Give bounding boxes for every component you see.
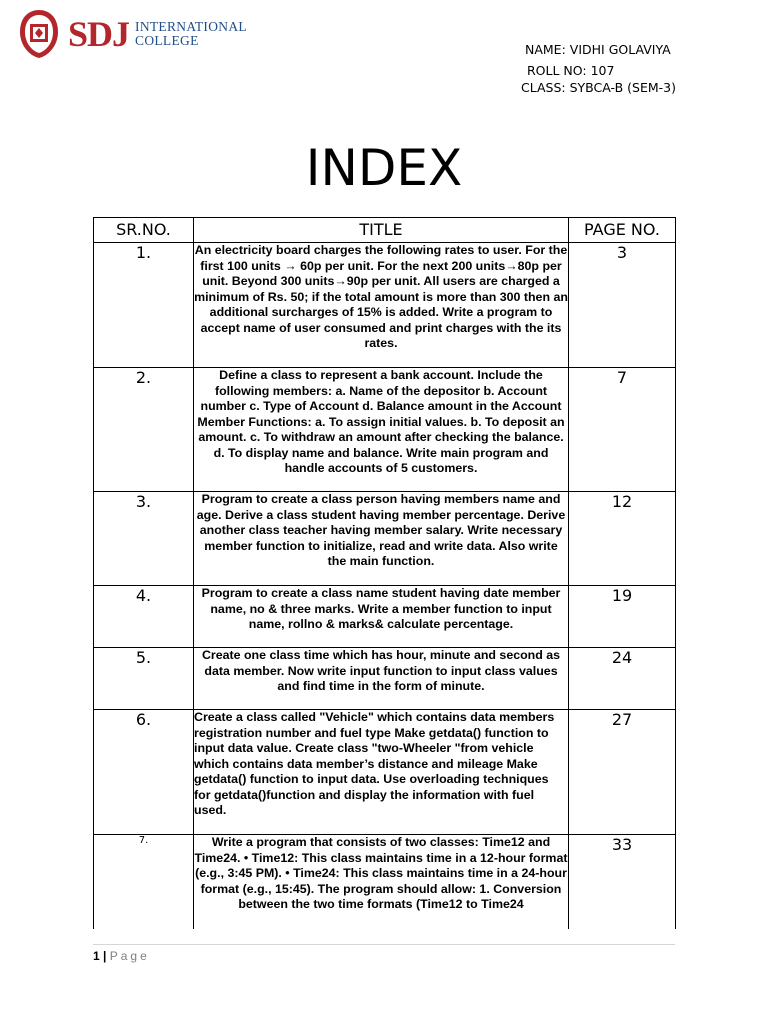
row-page: 7	[569, 368, 676, 492]
row-title: Program to create a class person having members name and age. Derive a class student having member percentage. Derive another class teacher having member salary. Write necessary member function to initialize, read and write data. Also write the main function.	[194, 492, 569, 586]
table-row	[94, 492, 676, 586]
student-roll: ROLL NO: 107	[527, 63, 615, 78]
row-page: 33	[569, 835, 676, 929]
row-title: Create one class time which has hour, minute and second as data member. Now write input function to input class values and find time in the form of minute.	[194, 648, 569, 710]
table-row	[94, 586, 676, 648]
row-srno: 7.	[94, 835, 194, 929]
footer-separator: |	[103, 949, 107, 963]
header-pageno: PAGE NO.	[569, 218, 676, 243]
row-title: Create a class called "Vehicle" which contains data members registration number and fuel type Make getdata() function to input data value. Create class "two-Wheeler "from vehicle which contains data member’s distance and mileage Make getdata() function to input data. Use overloading techniques for getdata()function and display the information with fuel used.	[194, 710, 569, 835]
footer-page-word: Page	[109, 949, 150, 963]
row-page: 19	[569, 586, 676, 648]
college-logo	[16, 8, 247, 60]
footer-page-number: 1	[93, 949, 100, 963]
row-srno: 4.	[94, 586, 194, 648]
row-page: 3	[569, 243, 676, 368]
logo-brand: SDJ	[68, 14, 130, 54]
row-page: 27	[569, 710, 676, 835]
header-title: TITLE	[194, 218, 569, 243]
row-title: Write a program that consists of two classes: Time12 and Time24. • Time12: This class maintains time in a 12-hour format (e.g., 3:45 PM). • Time24: This class maintains time in a 24-hour format (e.g., 15:45). The program should allow: 1. Conversion between the two time formats (Time12 to Time24	[194, 835, 569, 929]
student-class: CLASS: SYBCA-B (SEM-3)	[521, 80, 676, 95]
page-title: INDEX	[305, 139, 463, 197]
row-title: Define a class to represent a bank account. Include the following members: a. Name of the depositor b. Account number c. Type of Account d. Balance amount in the Account Member Functions: a. To assign initial values. b. To deposit an amount. c. To withdraw an amount after checking the balance. d. To display name and balance. Write main program and handle accounts of 5 customers.	[194, 368, 569, 492]
page-footer	[93, 949, 150, 963]
row-page: 12	[569, 492, 676, 586]
table-row	[94, 835, 676, 929]
row-srno: 5.	[94, 648, 194, 710]
table-row	[94, 243, 676, 368]
header-srno: SR.NO.	[94, 218, 194, 243]
student-name: NAME: VIDHI GOLAVIYA	[525, 42, 671, 57]
row-srno: 2.	[94, 368, 194, 492]
table-row	[94, 368, 676, 492]
row-srno: 3.	[94, 492, 194, 586]
logo-line-1: INTERNATIONAL	[135, 19, 247, 34]
row-title: An electricity board charges the following rates to user. For the first 100 units → 60p per unit. For the next 200 units→80p per unit. Beyond 300 units→90p per unit. All users are charged a minimum of Rs. 50; if the total amount is more than 300 then an additional surcharges of 15% is added. Write a program to accept name of user consumed and print charges with the its rates.	[194, 243, 569, 368]
row-srno: 1.	[94, 243, 194, 368]
footer-divider	[93, 944, 675, 945]
table-row	[94, 648, 676, 710]
logo-line-2: COLLEGE	[135, 33, 199, 48]
logo-subtitle	[135, 20, 247, 48]
index-table	[93, 217, 676, 929]
row-srno: 6.	[94, 710, 194, 835]
row-title: Program to create a class name student having date member name, no & three marks. Write a member function to input name, rollno & marks& calculate percentage.	[194, 586, 569, 648]
table-header-row	[94, 218, 676, 243]
college-seal-icon	[16, 8, 62, 60]
table-row	[94, 710, 676, 835]
row-page: 24	[569, 648, 676, 710]
